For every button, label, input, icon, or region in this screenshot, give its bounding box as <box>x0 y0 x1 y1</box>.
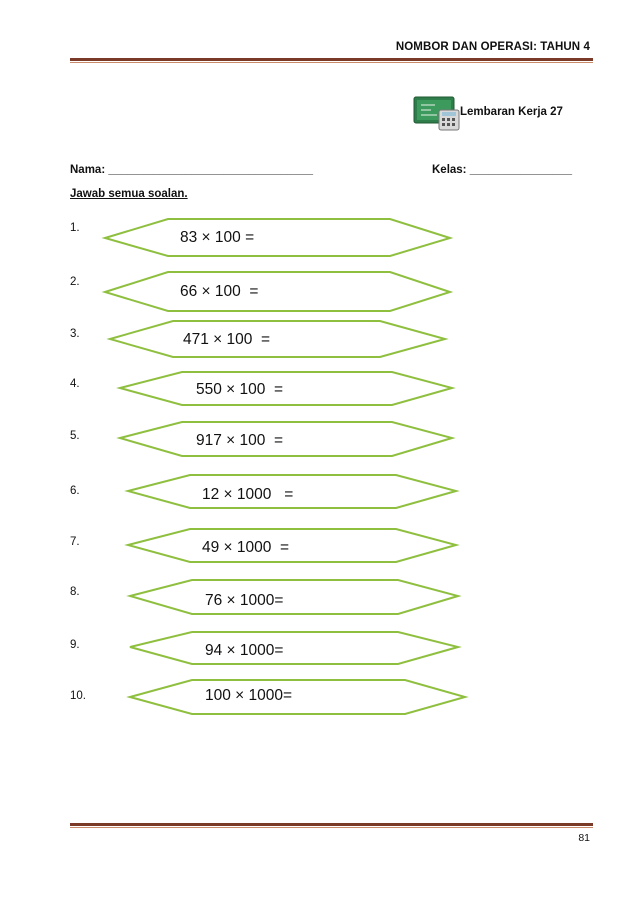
question-10-hexagon <box>130 680 465 714</box>
worksheet-label: Lembaran Kerja 27 <box>460 106 563 118</box>
question-5-expression: 917 × 100 = <box>196 432 284 449</box>
question-1-expression: 83 × 100 = <box>180 229 255 246</box>
instructions: Jawab semua soalan. <box>70 188 188 200</box>
question-2-expression: 66 × 100 = <box>180 283 259 300</box>
question-3-expression: 471 × 100 = <box>183 331 271 348</box>
question-1-hexagon <box>105 219 450 256</box>
question-4-number: 4. <box>70 378 80 390</box>
question-6-expression: 12 × 1000 = <box>202 486 294 503</box>
footer-rule-thin <box>70 827 593 828</box>
footer-rule <box>70 823 593 826</box>
question-8-hexagon <box>130 580 458 614</box>
question-8-expression: 76 × 1000= <box>205 592 284 609</box>
question-1-number: 1. <box>70 222 80 234</box>
question-3-hexagon <box>110 321 445 357</box>
question-10-number: 10. <box>70 690 86 702</box>
question-3-number: 3. <box>70 328 80 340</box>
page-number: 81 <box>578 832 590 844</box>
kelas-field[interactable]: Kelas: ________________ <box>432 164 573 176</box>
nama-field[interactable]: Nama: ________________________________ <box>70 164 314 176</box>
question-4-hexagon <box>120 372 452 405</box>
question-7-hexagon <box>128 529 456 562</box>
question-9-hexagon <box>130 632 458 664</box>
question-4-expression: 550 × 100 = <box>196 381 284 398</box>
question-10-expression: 100 × 1000= <box>205 687 293 704</box>
question-5-number: 5. <box>70 430 80 442</box>
question-2-hexagon <box>105 272 450 311</box>
question-9-expression: 94 × 1000= <box>205 642 284 659</box>
page-header-title: NOMBOR DAN OPERASI: TAHUN 4 <box>395 41 590 53</box>
question-9-number: 9. <box>70 639 80 651</box>
question-7-expression: 49 × 1000 = <box>202 539 290 556</box>
question-6-number: 6. <box>70 485 80 497</box>
question-7-number: 7. <box>70 536 80 548</box>
question-8-number: 8. <box>70 586 80 598</box>
question-2-number: 2. <box>70 276 80 288</box>
question-5-hexagon <box>120 422 452 456</box>
